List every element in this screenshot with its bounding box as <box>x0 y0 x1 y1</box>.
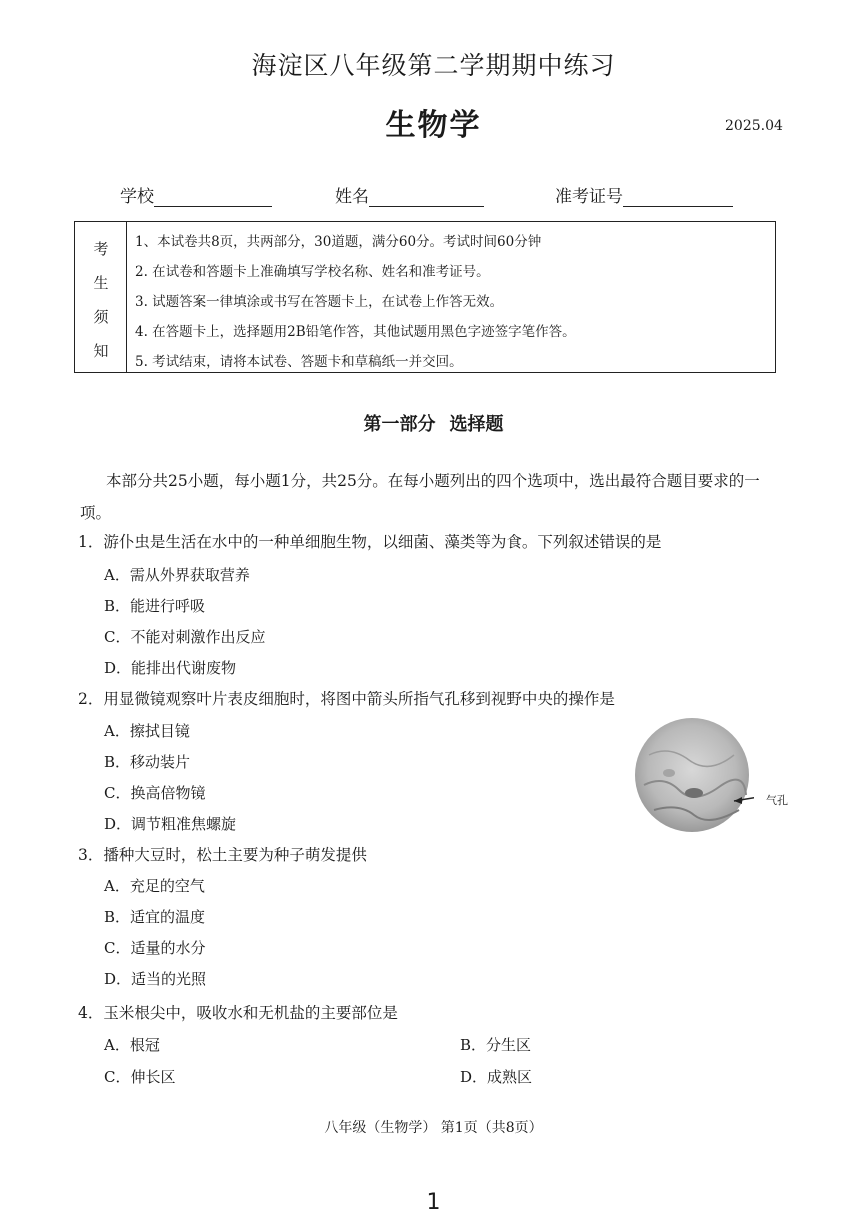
question-stem: 2．用显微镜观察叶片表皮细胞时，将图中箭头所指气孔移到视野中央的操作是 <box>78 690 615 708</box>
answer-option: B．移动装片 <box>104 753 191 771</box>
notice-item: 4. 在答题卡上，选择题用2B铅笔作答，其他试题用黑色字迹签字笔作答。 <box>135 324 576 340</box>
part-title: 第一部分 <box>363 414 436 435</box>
answer-option: C．伸长区 <box>104 1068 176 1086</box>
stomata-label: 气孔 <box>766 794 788 807</box>
exam-id-field <box>555 182 733 207</box>
question-stem: 1．游仆虫是生活在水中的一种单细胞生物，以细菌、藻类等为食。下列叙述错误的是 <box>78 533 662 551</box>
subject-title: 生物学 <box>385 108 482 143</box>
notice-item: 3. 试题答案一律填涂或书写在答题卡上，在试卷上作答无效。 <box>135 294 504 310</box>
notice-label-char: 考 <box>93 240 109 258</box>
part-subtitle: 选择题 <box>449 414 504 435</box>
answer-option: B．分生区 <box>460 1036 532 1054</box>
exam-id-label: 准考证号 <box>555 187 623 207</box>
answer-option: A．根冠 <box>104 1036 160 1054</box>
school-field <box>120 182 272 207</box>
notice-label <box>75 222 127 372</box>
exam-id-blank <box>623 190 733 207</box>
microscope-view-image <box>634 715 754 835</box>
answer-option: D．成熟区 <box>460 1068 533 1086</box>
answer-option: C．换高倍物镜 <box>104 784 206 802</box>
answer-option: C．不能对刺激作出反应 <box>104 628 266 646</box>
page-footer: 八年级（生物学） 第1页（共8页） <box>324 1120 543 1136</box>
page-number: 1 <box>426 1190 441 1215</box>
notice-label-char: 知 <box>93 342 109 360</box>
question-stem: 3．播种大豆时，松土主要为种子萌发提供 <box>78 846 367 864</box>
exam-title: 海淀区八年级第二学期期中练习 <box>251 51 616 80</box>
answer-option: C．适量的水分 <box>104 939 206 957</box>
answer-option: D．调节粗准焦螺旋 <box>104 815 237 833</box>
name-blank <box>369 190 484 207</box>
section-instructions: 本部分共25小题，每小题1分，共25分。在每小题列出的四个选项中，选出最符合题目要求的一项。 <box>80 472 760 522</box>
name-field <box>335 182 484 207</box>
notice-item: 2. 在试卷和答题卡上准确填写学校名称、姓名和准考证号。 <box>135 264 490 280</box>
notice-item: 5. 考试结束，请将本试卷、答题卡和草稿纸一并交回。 <box>135 354 463 370</box>
answer-option: A．充足的空气 <box>104 877 205 895</box>
answer-option: B．能进行呼吸 <box>104 597 206 615</box>
school-label: 学校 <box>120 187 154 207</box>
notice-label-char: 须 <box>93 308 109 326</box>
notice-label-char: 生 <box>93 274 109 292</box>
answer-option: D．适当的光照 <box>104 970 207 988</box>
part-heading <box>0 410 867 436</box>
answer-option: A．擦拭目镜 <box>104 722 190 740</box>
answer-option: A．需从外界获取营养 <box>104 566 250 584</box>
notice-item: 1、本试卷共8页，共两部分，30道题，满分60分。考试时间60分钟 <box>135 234 542 250</box>
exam-date: 2025.04 <box>725 118 783 134</box>
answer-option: B．适宜的温度 <box>104 908 206 926</box>
notice-box <box>74 221 776 373</box>
school-blank <box>154 190 272 207</box>
answer-option: D．能排出代谢废物 <box>104 659 237 677</box>
name-label: 姓名 <box>335 187 369 207</box>
question-stem: 4．玉米根尖中，吸收水和无机盐的主要部位是 <box>78 1004 398 1022</box>
